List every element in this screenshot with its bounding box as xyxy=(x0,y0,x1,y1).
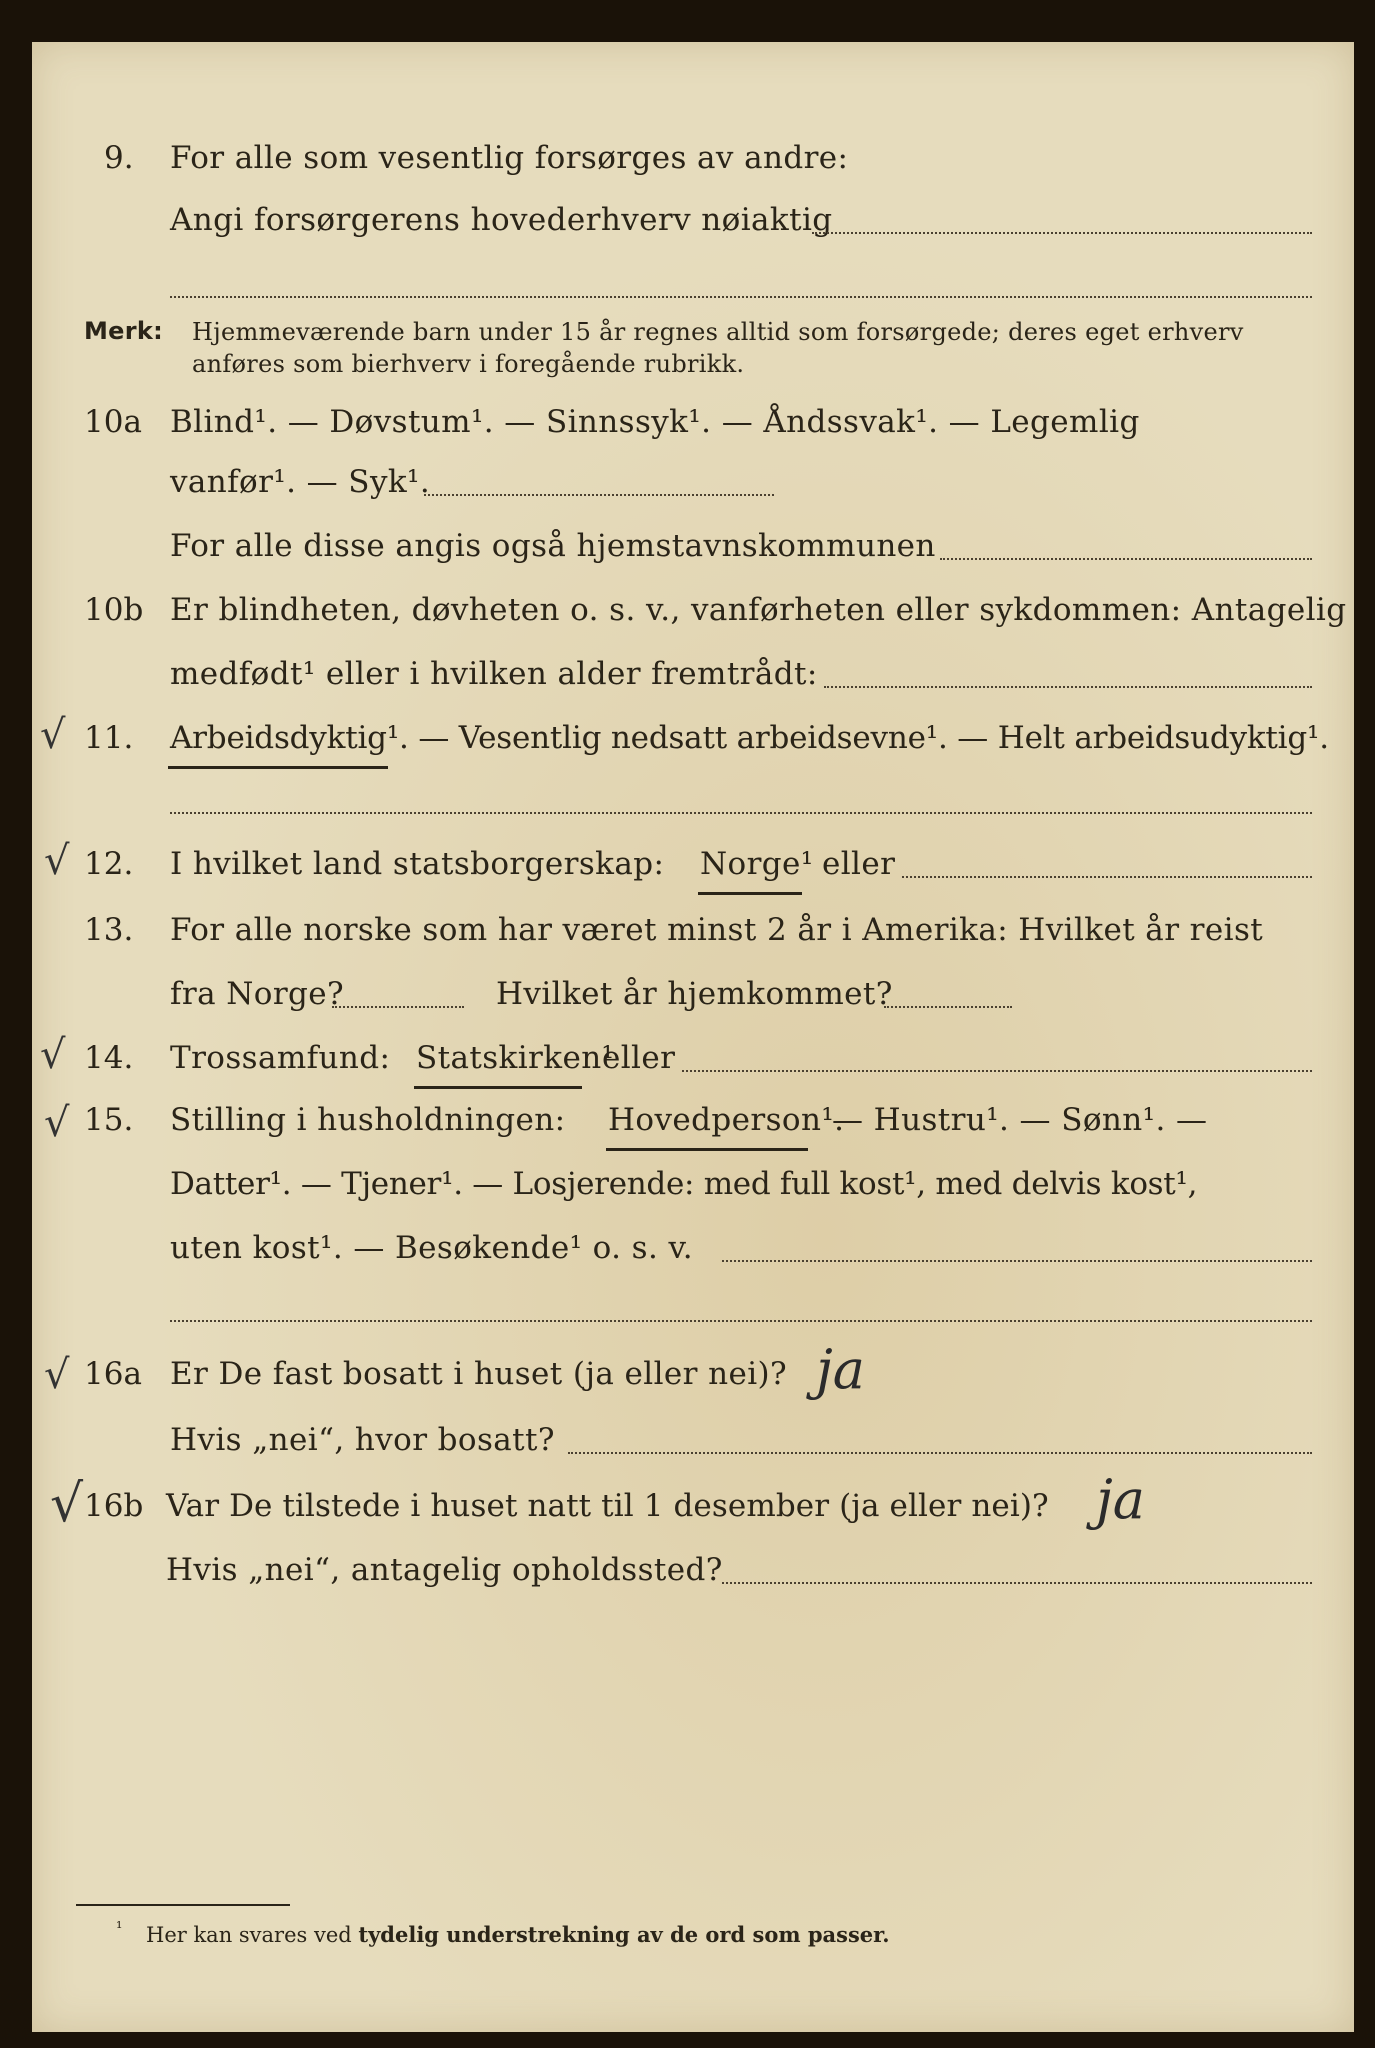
q10a-line2: vanfør¹. — Syk¹. xyxy=(170,464,431,500)
q15-answer-line[interactable] xyxy=(722,1260,1312,1262)
q13-reist-line[interactable] xyxy=(332,1006,464,1008)
q11-answer-line[interactable] xyxy=(170,812,1312,814)
q12-answer-line[interactable] xyxy=(902,876,1312,878)
q14-pre: Trossamfund: xyxy=(170,1040,391,1076)
q13-line2b: Hvilket år hjemkommet? xyxy=(496,976,893,1012)
q16a-number: 16a xyxy=(84,1356,142,1392)
q9-number: 9. xyxy=(104,140,134,176)
q13-number: 13. xyxy=(84,912,134,948)
q11-line1: Arbeidsdyktig¹. — Vesentlig nedsatt arbeidsevne¹. — Helt arbeidsudyktig¹. xyxy=(170,720,1329,756)
footnote-bold: tydelig understrekning av de ord som passer. xyxy=(358,1922,890,1947)
q16b-checkmark-icon: √ xyxy=(50,1474,84,1534)
q15-number: 15. xyxy=(84,1102,134,1138)
q15-answer-line-2[interactable] xyxy=(170,1320,1312,1322)
q14-underline xyxy=(414,1086,582,1089)
q15-underline xyxy=(606,1148,808,1151)
q10b-line2: medfødt¹ eller i hvilken alder fremtrådt: xyxy=(170,656,818,692)
q16b-number: 16b xyxy=(84,1488,144,1524)
q12-checkmark-icon: √ xyxy=(44,838,70,884)
q10a-hjemstavn-line[interactable] xyxy=(940,558,1312,560)
q10a-number: 10a xyxy=(84,404,142,440)
q9-line2: Angi forsørgerens hovederhverv nøiaktig xyxy=(170,202,833,238)
q14-answer: Statskirken¹ xyxy=(416,1040,615,1076)
q15-line1rest: — Hustru¹. — Sønn¹. — xyxy=(832,1102,1208,1138)
q10a-line1: Blind¹. — Døvstum¹. — Sinnssyk¹. — Åndssvak¹. — Legemlig xyxy=(170,404,1140,440)
q12-answer: Norge¹ xyxy=(700,846,814,882)
q16a-handwritten-answer: ja xyxy=(816,1338,865,1401)
q12-number: 12. xyxy=(84,846,134,882)
merk-label: Merk: xyxy=(84,317,164,345)
q13-line2a: fra Norge? xyxy=(170,976,345,1012)
q16a-line2: Hvis „nei“, hvor bosatt? xyxy=(170,1422,555,1458)
q12-post: eller xyxy=(822,846,896,882)
q14-answer-line[interactable] xyxy=(682,1070,1312,1072)
q16b-handwritten-answer: ja xyxy=(1096,1468,1145,1531)
q14-number: 14. xyxy=(84,1040,134,1076)
footnote-rule xyxy=(76,1904,290,1906)
q11-number: 11. xyxy=(84,720,134,756)
q9-answer-line[interactable] xyxy=(812,232,1312,234)
q9-line1: For alle som vesentlig forsørges av andre: xyxy=(170,140,849,176)
q16a-answer-line[interactable] xyxy=(568,1452,1312,1454)
footnote-text xyxy=(146,1922,890,1947)
q12-pre: I hvilket land statsborgerskap: xyxy=(170,846,665,882)
q10b-number: 10b xyxy=(84,592,144,628)
q10b-answer-line[interactable] xyxy=(824,686,1312,688)
q13-line1: For alle norske som har været minst 2 år i Amerika: Hvilket år reist xyxy=(170,912,1264,948)
q16a-line1: Er De fast bosatt i huset (ja eller nei)? xyxy=(170,1356,788,1392)
merk-line2: anføres som bierhverv i foregående rubrikk. xyxy=(192,350,745,378)
q10a-line3: For alle disse angis også hjemstavnskommunen xyxy=(170,528,936,564)
q16b-answer-line[interactable] xyxy=(722,1582,1312,1584)
q11-checkmark-icon: √ xyxy=(40,712,66,758)
q9-answer-line-2[interactable] xyxy=(170,296,1312,298)
q12-underline xyxy=(698,892,802,895)
q15-answer: Hovedperson¹. xyxy=(608,1102,845,1138)
q15-line2: Datter¹. — Tjener¹. — Losjerende: med full kost¹, med delvis kost¹, xyxy=(170,1166,1198,1202)
census-form-page xyxy=(32,42,1354,2032)
q15-line3: uten kost¹. — Besøkende¹ o. s. v. xyxy=(170,1230,693,1266)
q11-underline xyxy=(168,766,388,769)
q16b-line1: Var De tilstede i huset natt til 1 desember (ja eller nei)? xyxy=(166,1488,1049,1524)
q16b-line2: Hvis „nei“, antagelig opholdssted? xyxy=(166,1552,723,1588)
footnote-mark: ¹ xyxy=(116,1918,123,1937)
q15-checkmark-icon: √ xyxy=(44,1100,70,1146)
q13-hjemkommet-line[interactable] xyxy=(884,1006,1012,1008)
q10a-syk-line[interactable] xyxy=(424,494,774,496)
q16a-checkmark-icon: √ xyxy=(44,1352,70,1398)
q15-pre: Stilling i husholdningen: xyxy=(170,1102,566,1138)
q10b-line1: Er blindheten, døvheten o. s. v., vanførheten eller sykdommen: Antagelig xyxy=(170,592,1347,628)
q14-checkmark-icon: √ xyxy=(40,1032,66,1078)
footnote-pre: Her kan svares ved xyxy=(146,1923,352,1947)
q14-post: eller xyxy=(602,1040,676,1076)
merk-line1: Hjemmeværende barn under 15 år regnes alltid som forsørgede; deres eget erhverv xyxy=(192,318,1244,346)
